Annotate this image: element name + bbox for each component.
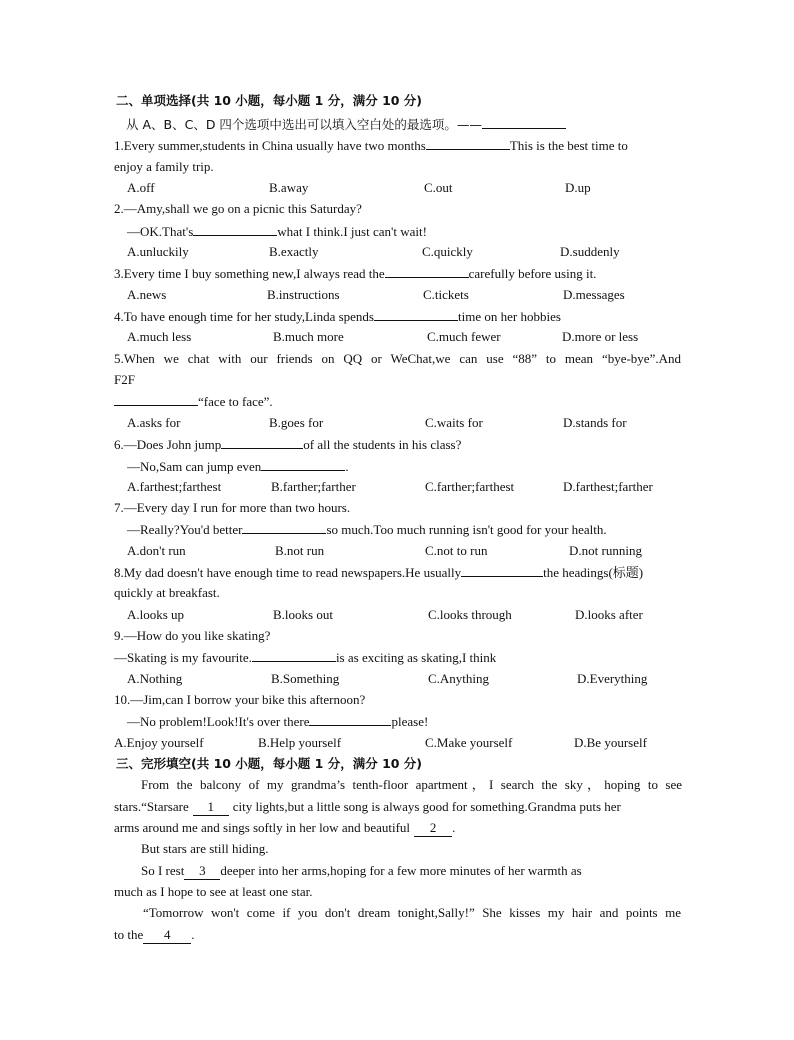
q1-option-b[interactable]: B.away — [269, 180, 309, 195]
q6-option-b[interactable]: B.farther;farther — [271, 479, 356, 494]
q6-blank-2[interactable] — [261, 458, 345, 471]
q9-text-cont: is as exciting as skating,I think — [335, 650, 497, 665]
q4-blank[interactable] — [374, 308, 458, 321]
cloze-text-cont: city lights,but a little song is always good for something.Grandma puts her — [232, 799, 621, 814]
q10-stem: 10.—Jim,can I borrow your bike this afternoon? — [114, 692, 366, 707]
cloze-para2: But stars are still hiding. — [141, 841, 269, 856]
q8-text: 8.My dad doesn't have enough time to read newspapers.He usually — [114, 565, 462, 580]
q5-option-c[interactable]: C.waits for — [425, 415, 483, 430]
q10-text: —No problem!Look!It's over there — [127, 714, 310, 729]
q3-option-d[interactable]: D.messages — [563, 287, 625, 302]
q9-option-a[interactable]: A.Nothing — [127, 671, 183, 686]
q7-blank[interactable] — [242, 521, 326, 534]
section2-instruction — [126, 116, 566, 133]
q2-text-cont: what I think.I just can't wait! — [277, 224, 427, 239]
q2-option-b[interactable]: B.exactly — [269, 244, 319, 259]
q6-text: 6.—Does John jump — [114, 437, 222, 452]
cloze-para4-line2 — [114, 927, 195, 944]
q4-option-d[interactable]: D.more or less — [562, 329, 639, 344]
q6-period: . — [345, 459, 349, 474]
q8-option-b[interactable]: B.looks out — [273, 607, 333, 622]
q7-option-a[interactable]: A.don't run — [127, 543, 186, 558]
q7-option-d[interactable]: D.not running — [569, 543, 642, 558]
q2-text: —OK.That's — [127, 224, 194, 239]
q7-text-cont: so much.Too much running isn't good for your health. — [326, 522, 607, 537]
q8-option-c[interactable]: C.looks through — [428, 607, 512, 622]
q6-option-d[interactable]: D.farthest;farther — [563, 479, 653, 494]
q10-option-a[interactable]: A.Enjoy yourself — [114, 735, 204, 750]
cloze-text-4: to the — [114, 927, 144, 942]
q10-blank[interactable] — [309, 713, 391, 726]
q4-text: 4.To have enough time for her study,Linda spends — [114, 309, 374, 324]
q2-option-d[interactable]: D.suddenly — [560, 244, 620, 259]
q6-text-cont: of all the students in his class? — [303, 437, 462, 452]
q8-text-cont: the headings(标题) — [543, 565, 644, 580]
q10-stem-line2 — [127, 713, 428, 730]
q1-stem-line2: enjoy a family trip. — [114, 159, 214, 174]
cloze-blank-2[interactable]: 2 — [414, 820, 452, 837]
q7-option-c[interactable]: C.not to run — [425, 543, 488, 558]
cloze-blank-4[interactable]: 4 — [143, 927, 191, 944]
q6-option-c[interactable]: C.farther;farthest — [425, 479, 515, 494]
q5-option-d[interactable]: D.stands for — [563, 415, 627, 430]
q10-option-c[interactable]: C.Make yourself — [425, 735, 513, 750]
instruction-text: 从 A、B、C、D 四个选项中选出可以填入空白处的最选项。—— — [126, 117, 482, 132]
q2-option-c[interactable]: C.quickly — [422, 244, 473, 259]
cloze-text-3: So I rest — [141, 863, 185, 878]
q4-option-a[interactable]: A.much less — [127, 329, 192, 344]
q3-text-cont: carefully before using it. — [468, 266, 597, 281]
q7-stem: 7.—Every day I run for more than two hours. — [114, 500, 351, 515]
q6-stem-line2 — [127, 458, 349, 475]
q6-option-a[interactable]: A.farthest;farthest — [127, 479, 222, 494]
q1-blank[interactable] — [426, 137, 510, 150]
q3-option-a[interactable]: A.news — [127, 287, 167, 302]
q4-option-c[interactable]: C.much fewer — [427, 329, 501, 344]
q4-stem — [114, 308, 561, 325]
q6-stem — [114, 436, 461, 453]
cloze-text: stars.“Starsare — [114, 799, 189, 814]
cloze-para4-line1: “Tomorrow won't come if you don't dream tonight,Sally!” She kisses my hair and points me — [143, 905, 681, 920]
cloze-para1-line2 — [114, 799, 621, 816]
q10-option-d[interactable]: D.Be yourself — [574, 735, 647, 750]
section3-title: 三、完形填空(共 10 小题，每小题 1 分，满分 10 分) — [116, 756, 423, 771]
q10-option-b[interactable]: B.Help yourself — [258, 735, 342, 750]
q7-option-b[interactable]: B.not run — [275, 543, 325, 558]
cloze-period: . — [452, 820, 456, 835]
q1-option-c[interactable]: C.out — [424, 180, 453, 195]
q3-stem — [114, 265, 596, 282]
q7-stem-line2 — [127, 521, 607, 538]
q7-text: —Really?You'd better — [127, 522, 243, 537]
q9-stem-line2 — [114, 649, 496, 666]
q1-text: 1.Every summer,students in China usually have two months — [114, 138, 426, 153]
q5-option-a[interactable]: A.asks for — [127, 415, 181, 430]
section2-title: 二、单项选择(共 10 小题，每小题 1 分，满分 10 分) — [116, 93, 423, 108]
q9-blank[interactable] — [252, 649, 336, 662]
q10-text-cont: please! — [391, 714, 429, 729]
cloze-para1-line3 — [114, 820, 455, 837]
q1-stem — [114, 137, 628, 154]
q3-option-b[interactable]: B.instructions — [267, 287, 340, 302]
q2-blank[interactable] — [193, 223, 277, 236]
q3-blank[interactable] — [385, 265, 469, 278]
q6-text-2: —No,Sam can jump even — [127, 459, 262, 474]
q5-text-cont: “face to face”. — [198, 394, 273, 409]
q9-option-b[interactable]: B.Something — [271, 671, 340, 686]
cloze-para1-line1: From the balcony of my grandma’s tenth-floor apartment，I search the sky，hoping to see — [141, 777, 682, 792]
cloze-para3-line2: much as I hope to see at least one star. — [114, 884, 313, 899]
cloze-text-3-cont: deeper into her arms,hoping for a few more minutes of her warmth as — [220, 863, 582, 878]
q4-option-b[interactable]: B.much more — [273, 329, 344, 344]
q9-stem: 9.—How do you like skating? — [114, 628, 271, 643]
q5-stem-line2: F2F — [114, 372, 135, 387]
q5-stem-line3 — [114, 393, 273, 410]
q3-text: 3.Every time I buy something new,I always read the — [114, 266, 385, 281]
q1-option-a[interactable]: A.off — [127, 180, 155, 195]
cloze-period-4: . — [191, 927, 195, 942]
q8-blank[interactable] — [461, 564, 543, 577]
q8-option-a[interactable]: A.looks up — [127, 607, 185, 622]
q5-option-b[interactable]: B.goes for — [269, 415, 324, 430]
q8-stem-line2: quickly at breakfast. — [114, 585, 220, 600]
cloze-para3-line1 — [141, 863, 582, 880]
q4-text-cont: time on her hobbies — [458, 309, 561, 324]
q9-option-d[interactable]: D.Everything — [577, 671, 648, 686]
cloze-text-2: arms around me and sings softly in her low and beautiful — [114, 820, 411, 835]
q2-stem: 2.—Amy,shall we go on a picnic this Saturday? — [114, 201, 362, 216]
q1-text-cont: This is the best time to — [509, 138, 628, 153]
q5-stem: 5.When we chat with our friends on QQ or WeChat,we can use “88” to mean “bye-bye”.And — [114, 351, 681, 366]
cloze-blank-1[interactable]: 1 — [193, 799, 229, 816]
q2-stem-line2 — [127, 223, 427, 240]
q2-option-a[interactable]: A.unluckily — [127, 244, 189, 259]
q9-option-c[interactable]: C.Anything — [428, 671, 490, 686]
cloze-blank-3[interactable]: 3 — [184, 863, 220, 880]
q1-option-d[interactable]: D.up — [565, 180, 591, 195]
q3-option-c[interactable]: C.tickets — [423, 287, 469, 302]
q8-stem — [114, 564, 643, 581]
q8-option-d[interactable]: D.looks after — [575, 607, 643, 622]
q5-blank[interactable] — [114, 393, 198, 406]
q9-text: —Skating is my favourite. — [114, 650, 252, 665]
q6-blank-1[interactable] — [221, 436, 303, 449]
answer-blank[interactable] — [482, 116, 566, 129]
